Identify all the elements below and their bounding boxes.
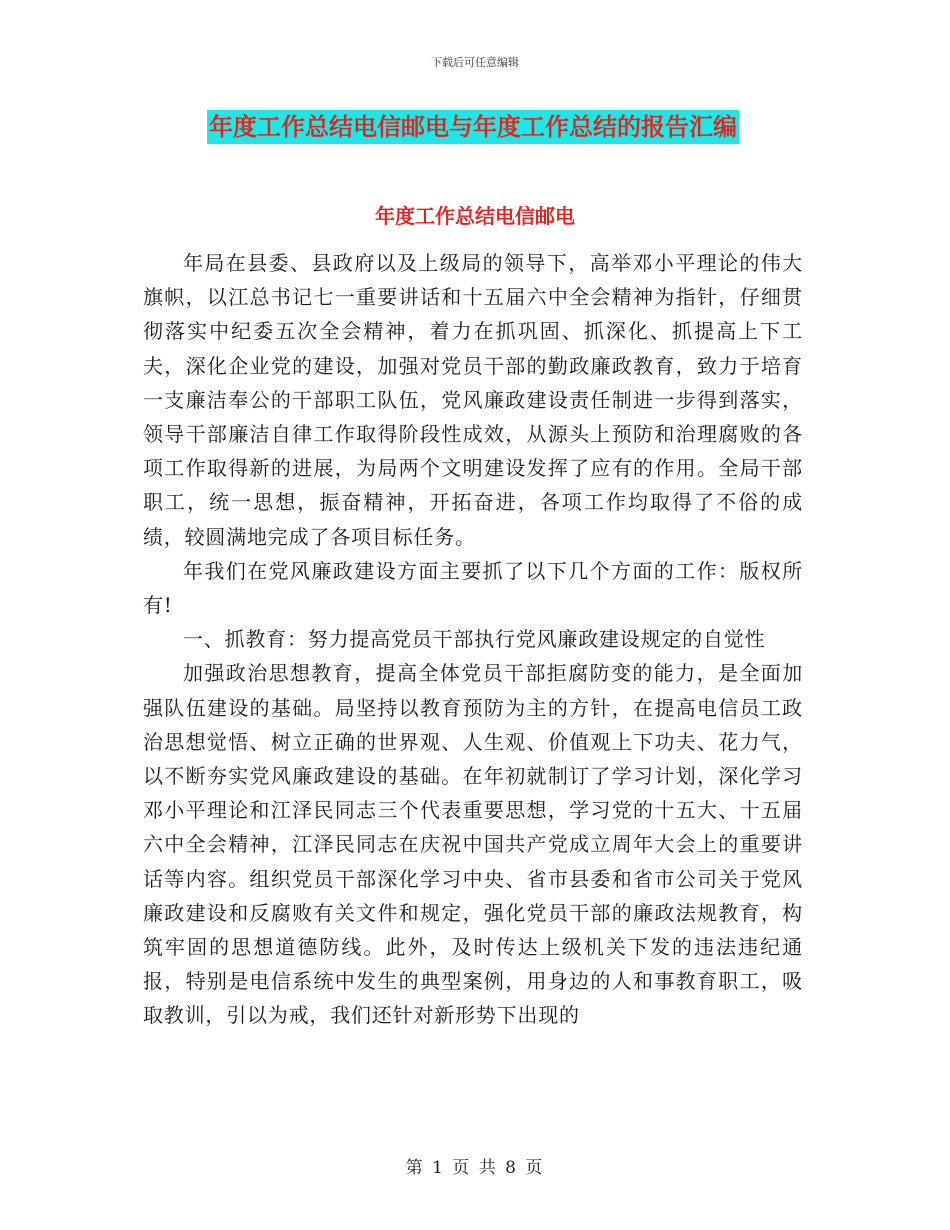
paragraph: 年局在县委、县政府以及上级局的领导下，高举邓小平理论的伟大旗帜，以江总书记七一重要讲话和十五届六中全会精神为指针，仔细贯彻落实中纪委五次全会精神，着力在抓巩固、抓深化、抓提高上下工夫，深化企业党的建设，加强对党员干部的勤政廉政教育，致力于培育一支廉洁奉公的干部职工队伍，党风廉政建设责任制进一步得到落实，领导干部廉洁自律工作取得阶段性成效，从源头上预防和治理腐败的各项工作取得新的进展，为局两个文明建设发挥了应有的作用。全局干部职工，统一思想，振奋精神，开拓奋进，各项工作均取得了不俗的成绩，较圆满地完成了各项目标任务。 <box>143 251 803 549</box>
paragraph: 年我们在党风廉政建设方面主要抓了以下几个方面的工作：版权所有! <box>143 558 803 618</box>
main-title: 年度工作总结电信邮电与年度工作总结的报告汇编 <box>209 112 737 141</box>
paragraph: 加强政治思想教育，提高全体党员干部拒腐防变的能力，是全面加强队伍建设的基础。局坚持以教育预防为主的方针，在提高电信员工政治思想觉悟、树立正确的世界观、人生观、价值观上下功夫、花力气，以不断夯实党风廉政建设的基础。在年初就制订了学习计划，深化学习邓小平理论和江泽民同志三个代表重要思想，学习党的十五大、十五届六中全会精神，江泽民同志在庆祝中国共产党成立周年大会上的重要讲话等内容。组织党员干部深化学习中央、省市县委和省市公司关于党风廉政建设和反腐败有关文件和规定，强化党员干部的廉政法规教育，构筑牢固的思想道德防线。此外，及时传达上级机关下发的违法违纪通报，特别是电信系统中发生的典型案例，用身边的人和事教育职工，吸取教训，引以为戒，我们还针对新形势下出现的 <box>143 661 803 1028</box>
document-body <box>143 246 803 1033</box>
header-note: 下载后可任意编辑 <box>431 56 519 69</box>
page-footer: 第 1 页 共 8 页 <box>405 1158 545 1178</box>
main-title-highlight <box>207 110 739 144</box>
section-heading: 一、抓教育：努力提高党员干部执行党风廉政建设规定的自觉性 <box>183 627 766 652</box>
section-title: 年度工作总结电信邮电 <box>375 204 575 228</box>
